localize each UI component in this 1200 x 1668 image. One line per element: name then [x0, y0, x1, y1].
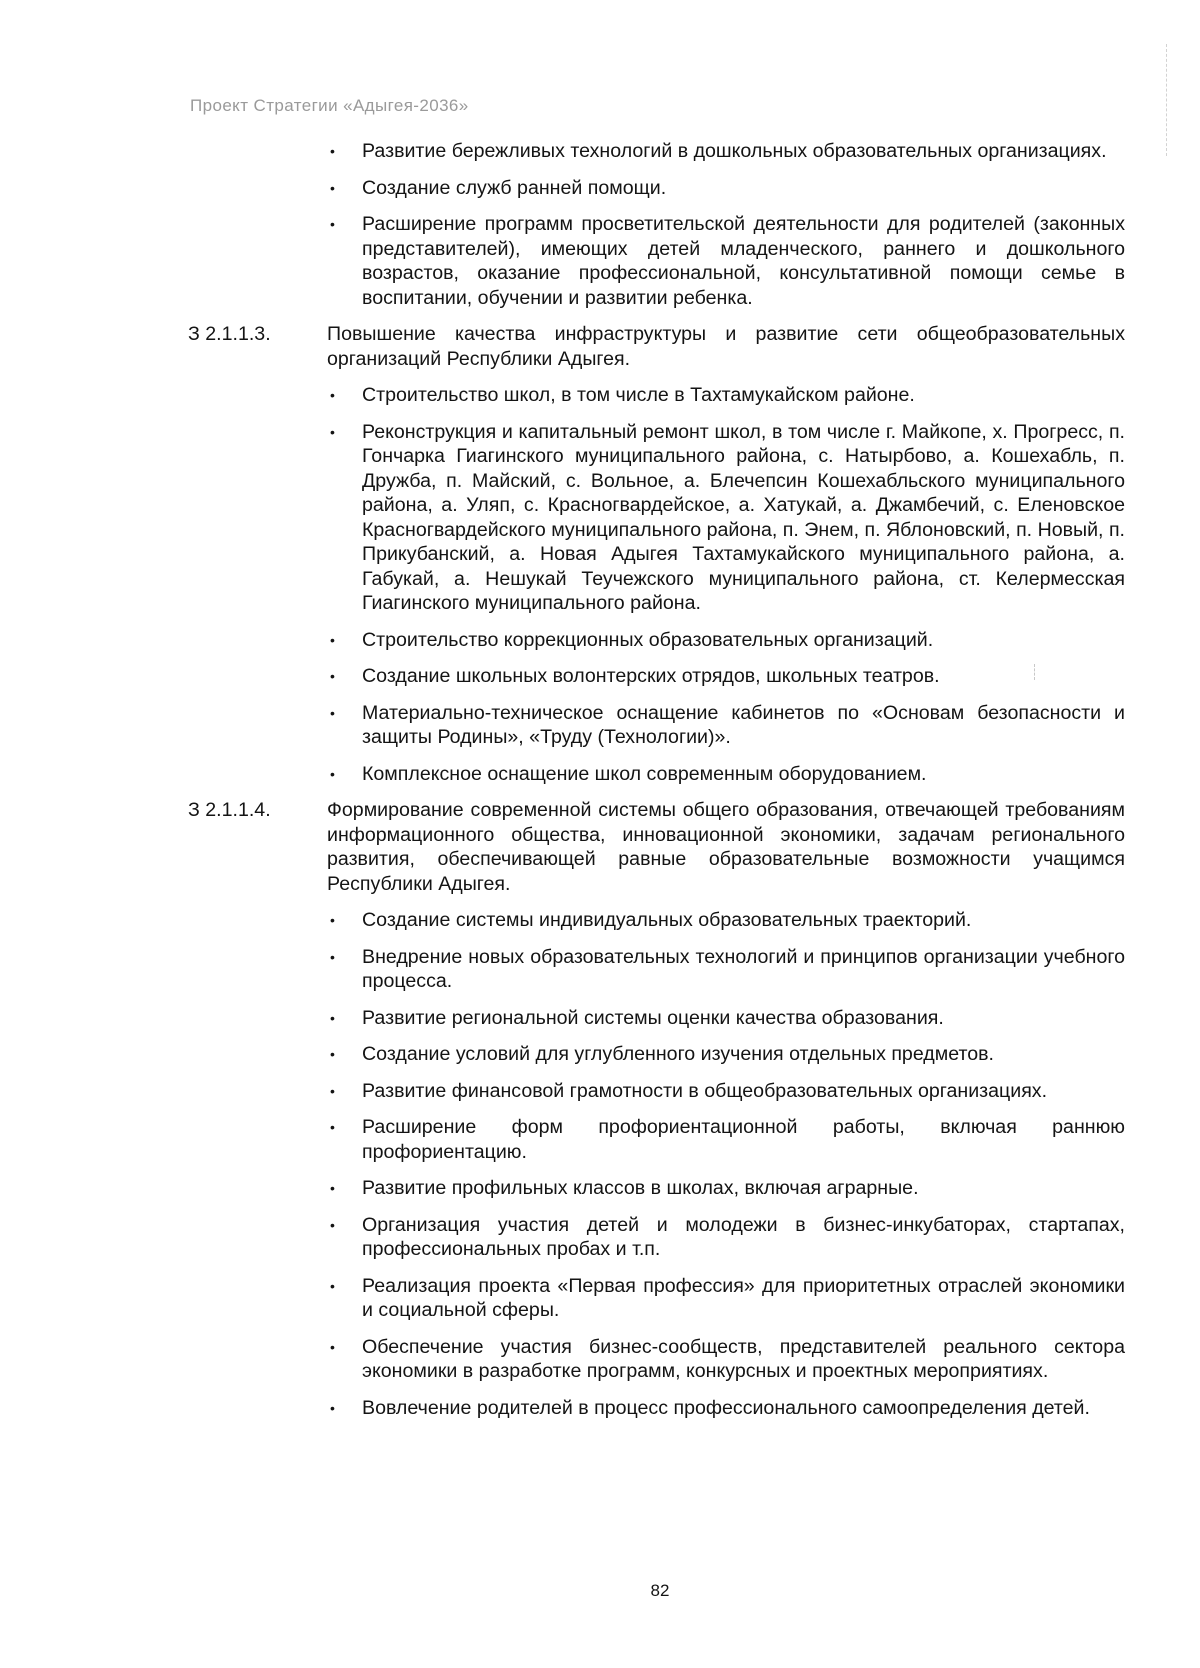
bullet-marker: • [330, 668, 335, 684]
bullet-text: Реконструкция и капитальный ремонт школ, в том числе г. Майкопе, х. Прогресс, п. Гончарка Гиагинского муниципального района, с. Натырбово, а. Кошехабль, п. Дружба, п. Майский, с. Вольное, а. Блечепсин Кошехабльского муниципального района, а. Уляп, с. Красногвардейское, а. Хатукай, а. Джамбечий, с. Еленовское Красногвардейского муниципального района, п. Энем, п. Яблоновский, п. Новый, п. Прикубанский, а. Новая Адыгея Тахтамукайского муниципального района, а. Габукай, а. Нешукай Теучежского муниципального района, ст. Келермесская Гиагинского муниципального района. [362, 420, 1125, 614]
bullet-item [327, 701, 1125, 750]
bullet-item [327, 176, 1125, 201]
bullet-item [327, 1396, 1125, 1421]
bullet-text: Материально-техническое оснащение кабинетов по «Основам безопасности и защиты Родины», «Труду (Технологии)». [362, 701, 1125, 748]
bullet-marker: • [330, 1119, 335, 1135]
bullet-marker: • [330, 216, 335, 232]
bullet-text: Организация участия детей и молодежи в бизнес-инкубаторах, стартапах, профессиональных пробах и т.п. [362, 1213, 1125, 1260]
bullet-text: Создание системы индивидуальных образовательных траекторий. [362, 909, 972, 931]
bullet-item [327, 420, 1125, 616]
bullet-marker: • [330, 1180, 335, 1196]
bullet-item [327, 908, 1125, 933]
bullet-marker: • [330, 1399, 335, 1416]
bullet-marker: • [330, 631, 335, 648]
bullet-text: Строительство школ, в том числе в Тахтамукайском районе. [362, 384, 915, 406]
bullet-text: Вовлечение родителей в процесс профессионального самоопределения детей. [362, 1396, 1090, 1419]
section-number: З 2.1.1.4. [188, 799, 271, 821]
bullet-item [327, 1335, 1125, 1384]
bullet-item [327, 762, 1125, 787]
bullet-item [327, 212, 1125, 310]
bullet-item [327, 1006, 1125, 1031]
document-body [188, 139, 1125, 1432]
bullet-text: Внедрение новых образовательных технологий и принципов организации учебного процесса. [362, 945, 1125, 992]
bullet-text: Комплексное оснащение школ современным оборудованием. [362, 762, 927, 785]
page-number: 82 [650, 1581, 670, 1600]
bullet-marker: • [330, 1009, 335, 1026]
section-heading-text: Повышение качества инфраструктуры и развитие сети общеобразовательных организаций Республики Адыгея. [327, 323, 1125, 370]
bullet-item [327, 1176, 1125, 1201]
bullet-marker: • [330, 912, 335, 928]
bullet-text: Строительство коррекционных образовательных организаций. [362, 628, 934, 651]
bullet-text: Создание школьных волонтерских отрядов, школьных театров. [362, 665, 940, 687]
bullet-marker: • [330, 143, 335, 159]
section-number: З 2.1.1.3. [188, 323, 271, 345]
bullet-marker: • [330, 948, 335, 965]
bullet-marker: • [330, 179, 335, 196]
bullet-item [327, 139, 1125, 164]
bullet-marker: • [330, 1277, 335, 1294]
bullet-text: Развитие профильных классов в школах, включая аграрные. [362, 1177, 919, 1199]
bullet-marker: • [330, 1338, 335, 1355]
bullet-marker: • [330, 765, 335, 782]
bullet-marker: • [330, 1046, 335, 1062]
bullet-text: Развитие бережливых технологий в дошкольных образовательных организациях. [362, 140, 1107, 162]
bullet-text: Расширение программ просветительской деятельности для родителей (законных представителей), имеющих детей младенческого, раннего и дошкольного возрастов, оказание профессиональной, консультативной помощи семье в воспитании, обучении и развитии ребенка. [362, 213, 1125, 309]
bullet-marker: • [330, 423, 335, 440]
section-paragraph [188, 322, 1125, 371]
bullet-marker: • [330, 1216, 335, 1233]
bullet-item [327, 1274, 1125, 1323]
bullet-text: Реализация проекта «Первая профессия» для приоритетных отраслей экономики и социальной сферы. [362, 1274, 1125, 1321]
bullet-item [327, 628, 1125, 653]
bullet-item [327, 1079, 1125, 1104]
bullet-item [327, 1042, 1125, 1067]
bullet-text: Создание условий для углубленного изучения отдельных предметов. [362, 1043, 994, 1065]
scan-artifact-line [1166, 44, 1168, 156]
bullet-text: Развитие региональной системы оценки качества образования. [362, 1006, 944, 1029]
section-heading-text: Формирование современной системы общего образования, отвечающей требованиям информационного общества, инновационной экономики, задачам регионального развития, обеспечивающей равные образовательные возможности учащимся Республики Адыгея. [327, 799, 1125, 895]
section-paragraph [188, 798, 1125, 896]
running-header: Проект Стратегии «Адыгея-2036» [190, 96, 469, 115]
bullet-marker: • [330, 1082, 335, 1099]
bullet-text: Развитие финансовой грамотности в общеобразовательных организациях. [362, 1079, 1048, 1102]
bullet-marker: • [330, 704, 335, 721]
bullet-item [327, 1213, 1125, 1262]
bullet-item [327, 383, 1125, 408]
bullet-item [327, 1115, 1125, 1164]
bullet-text: Обеспечение участия бизнес-сообществ, представителей реального сектора экономики в разработке программ, конкурсных и проектных мероприятиях. [362, 1335, 1125, 1382]
bullet-item [327, 945, 1125, 994]
bullet-marker: • [330, 387, 335, 403]
bullet-text: Расширение форм профориентационной работы, включая раннюю профориентацию. [362, 1116, 1125, 1163]
bullet-item [327, 664, 1125, 689]
bullet-text: Создание служб ранней помощи. [362, 176, 667, 199]
